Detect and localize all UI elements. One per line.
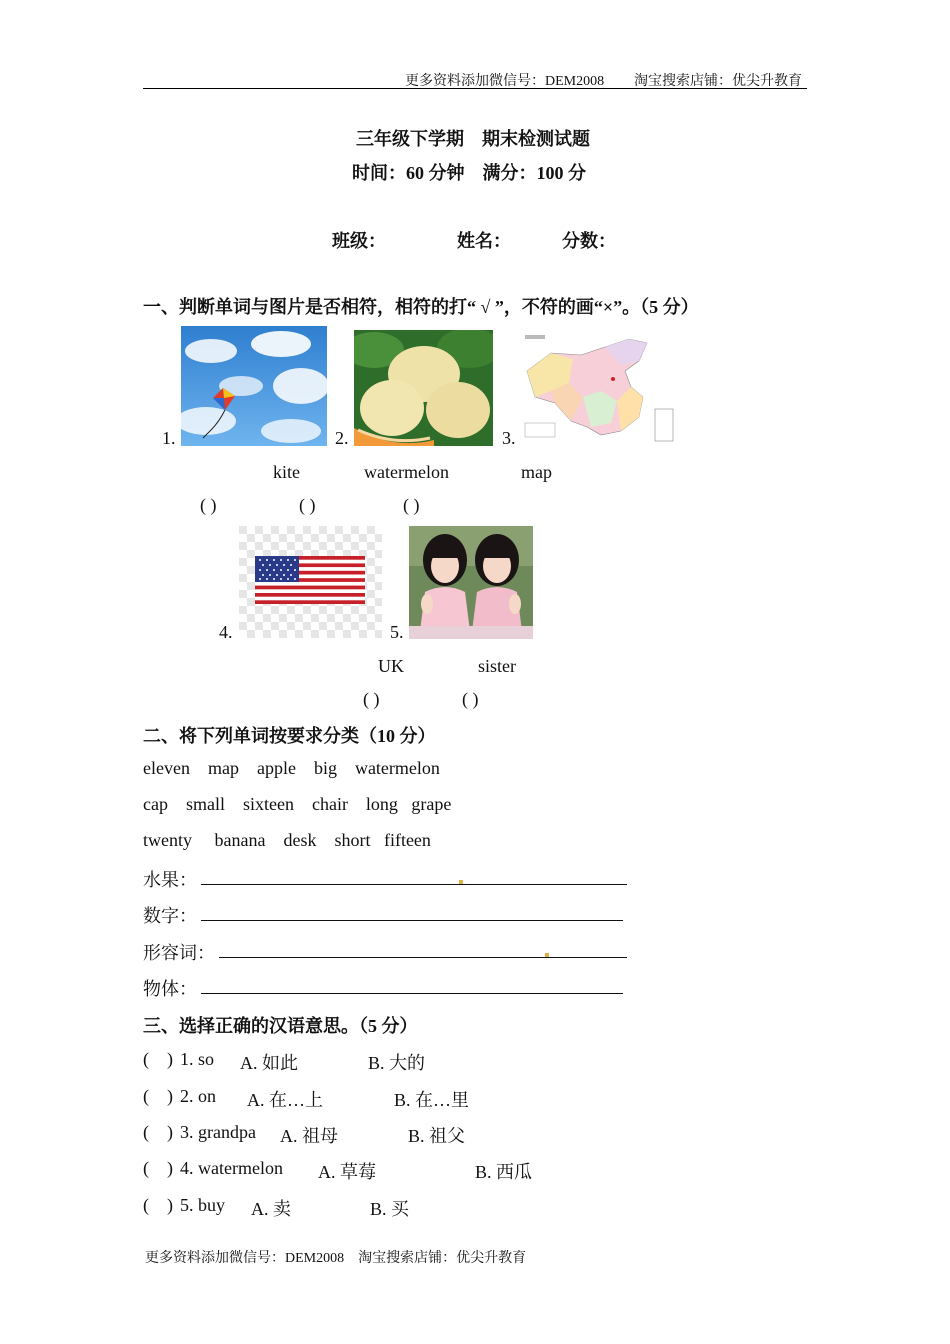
q4-option-a: A. 草莓 (318, 1162, 376, 1182)
page-title: 三年级下学期 期末检测试题 (356, 129, 590, 149)
item5-number: 5. (390, 622, 404, 642)
number-label: 数字： (143, 906, 197, 926)
item1-number: 1. (162, 428, 176, 448)
q5-answer[interactable]: ( ) (143, 1195, 173, 1215)
name-label: 姓名： (457, 231, 511, 251)
q3-answer[interactable]: ( ) (143, 1122, 173, 1142)
word-bank-line-1: eleven map apple big watermelon (143, 758, 440, 778)
score-label: 分数： (562, 231, 616, 251)
item2-number: 2. (335, 428, 349, 448)
kite-image (181, 326, 327, 446)
q2-option-a: A. 在…上 (247, 1090, 323, 1110)
q2-option-b: B. 在…里 (394, 1090, 470, 1110)
item1-answer[interactable]: ( ) (200, 495, 217, 515)
flag-image (239, 526, 382, 638)
q4-option-b: B. 西瓜 (475, 1162, 533, 1182)
q1-stem: 1. so (180, 1049, 215, 1069)
q1-answer[interactable]: ( ) (143, 1049, 173, 1069)
item5-answer[interactable]: ( ) (462, 689, 479, 709)
q2-stem: 2. on (180, 1086, 216, 1106)
q1-option-a: A. 如此 (240, 1053, 298, 1073)
fruit-answer-line[interactable] (201, 884, 627, 885)
section1-heading: 一、判断单词与图片是否相符，相符的打“ √ ”，不符的画“×”。（5 分） (143, 297, 699, 317)
header-wechat: 更多资料添加微信号：DEM2008 (405, 74, 605, 89)
q4-stem: 4. watermelon (180, 1158, 283, 1178)
header-shop: 淘宝搜索店铺：优尖升教育 (634, 74, 802, 89)
item3-number: 3. (502, 428, 516, 448)
footer-text: 更多资料添加微信号：DEM2008 淘宝搜索店铺：优尖升教育 (145, 1251, 527, 1266)
item4-number: 4. (219, 622, 233, 642)
q2-answer[interactable]: ( ) (143, 1086, 173, 1106)
q5-stem: 5. buy (180, 1195, 225, 1215)
item2-answer[interactable]: ( ) (299, 495, 316, 515)
girls-image (409, 526, 533, 639)
item4-word: UK (378, 656, 404, 676)
class-label: 班级： (332, 231, 386, 251)
adjective-label: 形容词： (143, 943, 215, 963)
header-rule (143, 88, 807, 89)
adjective-answer-line[interactable] (219, 957, 627, 958)
q3-option-a: A. 祖母 (280, 1126, 338, 1146)
item4-answer[interactable]: ( ) (363, 689, 380, 709)
object-answer-line[interactable] (201, 993, 623, 994)
object-label: 物体： (143, 979, 197, 999)
q3-stem: 3. grandpa (180, 1122, 256, 1142)
q5-option-b: B. 买 (370, 1199, 410, 1219)
word-bank-line-2: cap small sixteen chair long grape (143, 794, 452, 814)
q1-option-b: B. 大的 (368, 1053, 426, 1073)
mark-dot (545, 953, 549, 957)
section3-heading: 三、选择正确的汉语意思。（5 分） (143, 1016, 418, 1036)
q4-answer[interactable]: ( ) (143, 1158, 173, 1178)
item3-answer[interactable]: ( ) (403, 495, 420, 515)
item3-word: map (521, 462, 552, 482)
mark-dot (459, 880, 463, 884)
melon-image (354, 330, 493, 446)
fruit-label: 水果： (143, 870, 197, 890)
exam-time-score: 时间：60 分钟 满分：100 分 (352, 163, 586, 183)
word-bank-line-3: twenty banana desk short fifteen (143, 830, 431, 850)
item5-word: sister (478, 656, 516, 676)
q5-option-a: A. 卖 (251, 1199, 291, 1219)
number-answer-line[interactable] (201, 920, 623, 921)
section2-heading: 二、将下列单词按要求分类（10 分） (143, 726, 436, 746)
china-map-image (521, 331, 678, 447)
item2-word: watermelon (364, 462, 449, 482)
item1-word: kite (273, 462, 300, 482)
q3-option-b: B. 祖父 (408, 1126, 466, 1146)
